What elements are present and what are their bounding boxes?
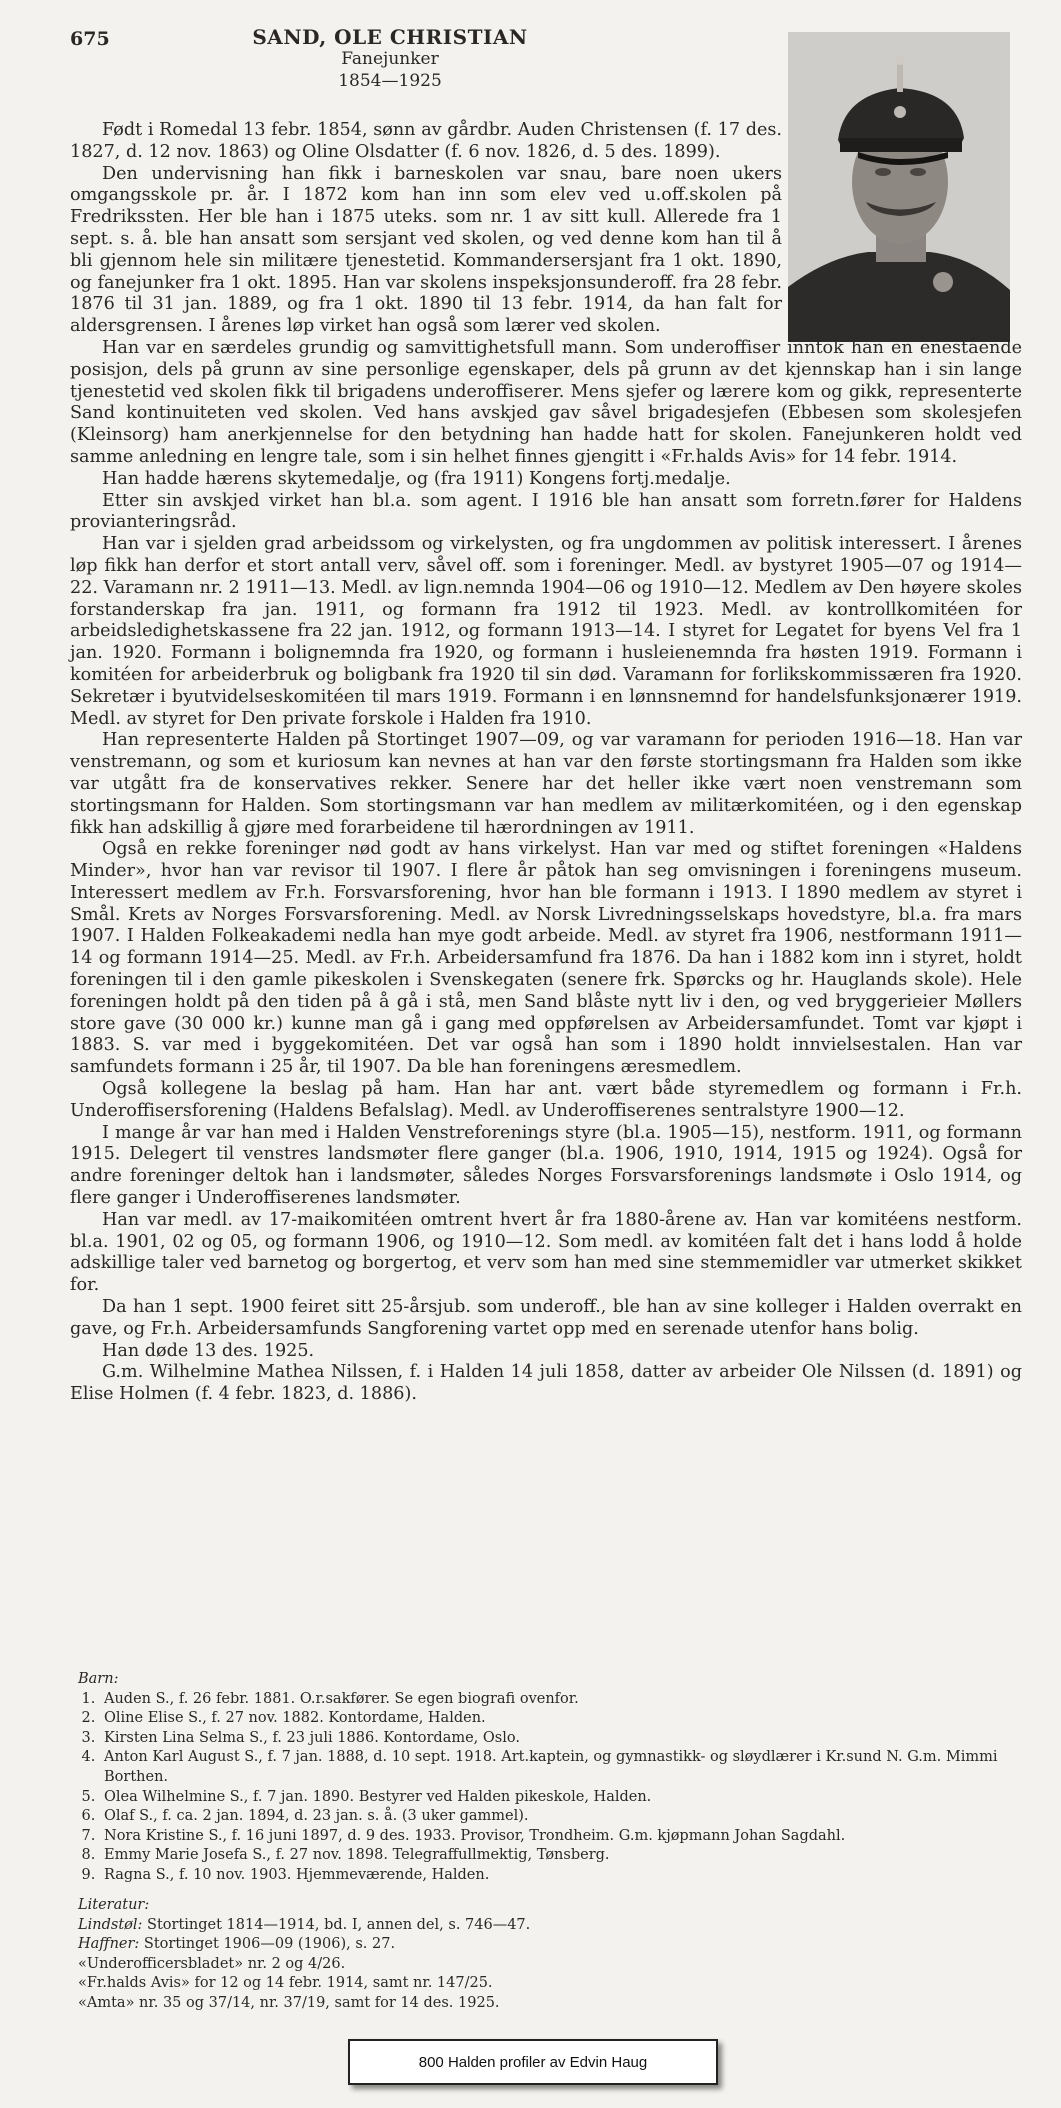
child-entry: 8. Emmy Marie Josefa S., f. 27 nov. 1898. Telegraffullmektig, Tønsberg. bbox=[100, 1846, 1028, 1866]
literature-entry bbox=[78, 1994, 978, 2014]
entry-name: SAND, OLE CHRISTIAN bbox=[252, 25, 528, 49]
literature-text: «Underofficersbladet» nr. 2 og 4/26. bbox=[78, 1955, 346, 1972]
paragraph: Han var en særdeles grundig og samvittighetsfull mann. Som underoffiser inntok han en enestående posisjon, dels på grunn av sine personlige egenskaper, dels på grunn av det kjennskap han i sin lange tjenestetid ved skolen fikk til brigadens underoffiserer. Mens sjefer og lærere kom og gikk, representerte Sand kontinuiteten ved skolen. Ved hans avskjed gav såvel brigadesjefen (Ebbesen som skolesjefen (Kleinsorg) ham anerkjennelse for den betydning han hadde hatt for skolen. Fanejunkeren holdt ved samme anledning en lengre tale, som i sin helhet finnes gjengitt i «Fr.halds Avis» for 14 febr. 1914. bbox=[70, 337, 1022, 467]
literature-heading: Literatur: bbox=[78, 1897, 150, 1913]
paragraph: Etter sin avskjed virket han bl.a. som agent. I 1916 ble han ansatt som forretn.fører for Haldens provianteringsråd. bbox=[70, 490, 1022, 533]
child-entry: 6. Olaf S., f. ca. 2 jan. 1894, d. 23 jan. s. å. (3 uker gammel). bbox=[100, 1807, 1028, 1827]
paragraph: Han var medl. av 17-maikomitéen omtrent hvert år fra 1880-årene av. Han var komitéens nestform. bl.a. 1901, 02 og 05, og formann 1906, og 1910—12. Som medl. av komitéen falt det i hans lodd å holde adskillige taler ved barnetog og borgertog, et verv som han med sine stemmemidler var utmerket skikket for. bbox=[70, 1209, 1022, 1296]
page-number: 675 bbox=[70, 28, 110, 50]
child-entry: 1. Auden S., f. 26 febr. 1881. O.r.sakfører. Se egen biografi ovenfor. bbox=[100, 1690, 1028, 1710]
literature-source: Lindstøl: bbox=[78, 1916, 143, 1933]
paragraph: Han døde 13 des. 1925. bbox=[102, 1340, 315, 1361]
entry-rank: Fanejunker bbox=[341, 49, 439, 69]
paragraph: Født i Romedal 13 febr. 1854, sønn av gårdbr. Auden Christensen (f. 17 des. 1827, d. 12 nov. 1863) og Oline Olsdatter (f. 6 nov. 1826, d. 5 des. 1899). bbox=[70, 120, 782, 162]
literature-text: «Amta» nr. 35 og 37/14, nr. 37/19, samt for 14 des. 1925. bbox=[78, 1994, 500, 2011]
portrait-wrap-spacer bbox=[782, 120, 1022, 325]
child-entry: 7. Nora Kristine S., f. 16 juni 1897, d. 9 des. 1933. Provisor, Trondheim. G.m. kjøpmann Johan Sagdahl. bbox=[100, 1827, 1028, 1847]
literature-entry bbox=[78, 1916, 978, 1936]
paragraph: Da han 1 sept. 1900 feiret sitt 25-årsjub. som underoff., ble han av sine kolleger i Halden overrakt en gave, og Fr.h. Arbeidersamfunds Sangforening vartet opp med en serenade utenfor hans bolig. bbox=[70, 1297, 1022, 1339]
literature-entry bbox=[78, 1935, 978, 1955]
paragraph: Den undervisning han fikk i barneskolen var snau, bare noen ukers omgangsskole pr. år. I 1872 kom han inn som elev ved u.off.skolen på Fredrikssten. Her ble han i 1875 uteks. som nr. 1 av sitt kull. Allerede fra 1 sept. s. å. ble han ansatt som sersjant ved skolen, og ved denne kom han til å bli gjennom hele sin militære tjenestetid. Kommandersersjant fra 1 okt. 1890, og fanejunker fra 1 okt. 1895. Han var skolens inspeksjonsunderoff. fra 28 febr. 1876 til 31 jan. 1889, og fra 1 okt. 1890 til 13 febr. 1914, da han falt for aldersgrensen. I årenes løp virket han også som lærer ved skolen. bbox=[70, 163, 782, 337]
entry-years: 1854—1925 bbox=[338, 71, 442, 91]
paragraph: Han var i sjelden grad arbeidssom og virkelysten, og fra ungdommen av politisk interessert. I årenes løp fikk han derfor et stort antall verv, såvel off. som i foreninger. Medl. av bystyret 1905—07 og 1914—22. Varamann nr. 2 1911—13. Medl. av lign.nemnda 1904—06 og 1910—12. Medlem av Den høyere skoles forstanderskap fra jan. 1911, og formann fra 1912 til 1923. Medl. av kontrollkomitéen for arbeidsledighetskassene fra 22 jan. 1912, og formann 1913—14. I styret for Legatet for byens Vel fra 1 jan. 1920. Formann i bolignemnda fra 1920, og formann i husleienemnda fra høsten 1919. Formann i komitéen for arbeiderbruk og boligbank fra 1920 til sin død. Varamann for forlikskommissæren fra 1920. Sekretær i byutvidelseskomitéen til mars 1919. Formann i en lønnsnemnd for handelsfunksjonærer 1919. Medl. av styret for Den private forskole i Halden fra 1910. bbox=[70, 534, 1022, 729]
literature-text: Stortinget 1906—09 (1906), s. 27. bbox=[139, 1936, 396, 1953]
marriage-line: G.m. Wilhelmine Mathea Nilssen, f. i Halden 14 juli 1858, datter av arbeider Ole Nilssen (d. 1891) og Elise Holmen (f. 4 febr. 1823, d. 1886). bbox=[70, 1362, 1022, 1405]
literature-text: «Fr.halds Avis» for 12 og 14 febr. 1914, samt nr. 147/25. bbox=[78, 1975, 493, 1992]
literature-source: Haffner: bbox=[78, 1936, 140, 1953]
children-heading: Barn: bbox=[78, 1671, 119, 1687]
paragraph: Han hadde hærens skytemedalje, og (fra 1911) Kongens fortj.medalje. bbox=[102, 468, 731, 489]
child-entry: 2. Oline Elise S., f. 27 nov. 1882. Kontordame, Halden. bbox=[100, 1709, 1028, 1729]
paragraph: Også en rekke foreninger nød godt av hans virkelyst. Han var med og stiftet foreningen «Haldens Minder», hvor han var revisor til 1907. I flere år påtok han seg omvisningen i foreningens museum. Interessert medlem av Fr.h. Forsvarsforening, hvor han ble formann i 1913. I 1890 medlem av styret i Smål. Krets av Norges Forsvarsforening. Medl. av Norsk Livredningsselskaps hovedstyre, bl.a. fra mars 1907. I Halden Folkeakademi nedla han mye godt arbeide. Medl. av styret fra 1906, nestformann 1911—14 og formann 1914—25. Medl. av Fr.h. Arbeidersamfund fra 1876. Da han i 1882 kom inn i styret, holdt foreningen til i den gamle pikeskolen i Svenskegaten (senere frk. Spørcks og hr. Hauglands skole). Hele foreningen holdt på den tiden på å gå i stå, men Sand blåste nytt liv i den, og ved bryggerieier Møllers store gave (30 000 kr.) kunne man gå i gang med oppførelsen av Arbeidersamfundet. Tomt var kjøpt i 1883. S. var med i byggekomitéen. Det var også han som i 1890 holdt innvielsestalen. Han var samfundets formann i 25 år, til 1907. Da ble han foreningens æresmedlem. bbox=[70, 839, 1022, 1078]
child-entry: 5. Olea Wilhelmine S., f. 7 jan. 1890. Bestyrer ved Halden pikeskole, Halden. bbox=[100, 1788, 1028, 1808]
literature-list bbox=[78, 1896, 978, 2014]
paragraph: I mange år var han med i Halden Venstreforenings styre (bl.a. 1905—15), nestform. 1911, og formann 1915. Delegert til venstres landsmøter flere ganger (bl.a. 1906, 1910, 1914, 1915 og 1924). Også for andre foreninger deltok han i landsmøter, således Norges Forsvarsforenings landsmøte i Oslo 1914, og flere ganger i Underoffiserenes landsmøter. bbox=[70, 1122, 1022, 1209]
child-entry: 9. Ragna S., f. 10 nov. 1903. Hjemmeværende, Halden. bbox=[100, 1866, 1028, 1886]
child-entry: 4. Anton Karl August S., f. 7 jan. 1888, d. 10 sept. 1918. Art.kaptein, og gymnastikk- og sløydlærer i Kr.sund N. G.m. Mimmi Borthen. bbox=[100, 1748, 1028, 1787]
paragraph: Han representerte Halden på Stortinget 1907—09, og var varamann for perioden 1916—18. Han var venstremann, og som et kuriosum kan nevnes at han var den første stortingsmann fra Halden som ikke var utgått fra de konservatives rekker. Senere har det heller ikke vært noen venstremann som stortingsmann for Halden. Som stortingsmann var han medlem av militærkomitéen, og i den egenskap fikk han adskillig å gjøre med forarbeidene til hærordningen av 1911. bbox=[70, 730, 1022, 838]
literature-entry bbox=[78, 1974, 978, 1994]
child-entry: 3. Kirsten Lina Selma S., f. 23 juli 1886. Kontordame, Oslo. bbox=[100, 1729, 1028, 1749]
entry-header bbox=[200, 26, 580, 92]
biography-text bbox=[70, 120, 1022, 1406]
footer-caption: 800 Halden profiler av Edvin Haug bbox=[348, 2039, 718, 2085]
literature-entry bbox=[78, 1955, 978, 1975]
children-list bbox=[78, 1670, 1028, 1886]
paragraph: Også kollegene la beslag på ham. Han har ant. vært både styremedlem og formann i Fr.h. Underoffisersforening (Haldens Befalslag). Medl. av Underoffiserenes sentralstyre 1900—12. bbox=[70, 1079, 1022, 1121]
literature-text: Stortinget 1814—1914, bd. I, annen del, s. 746—47. bbox=[142, 1916, 531, 1933]
